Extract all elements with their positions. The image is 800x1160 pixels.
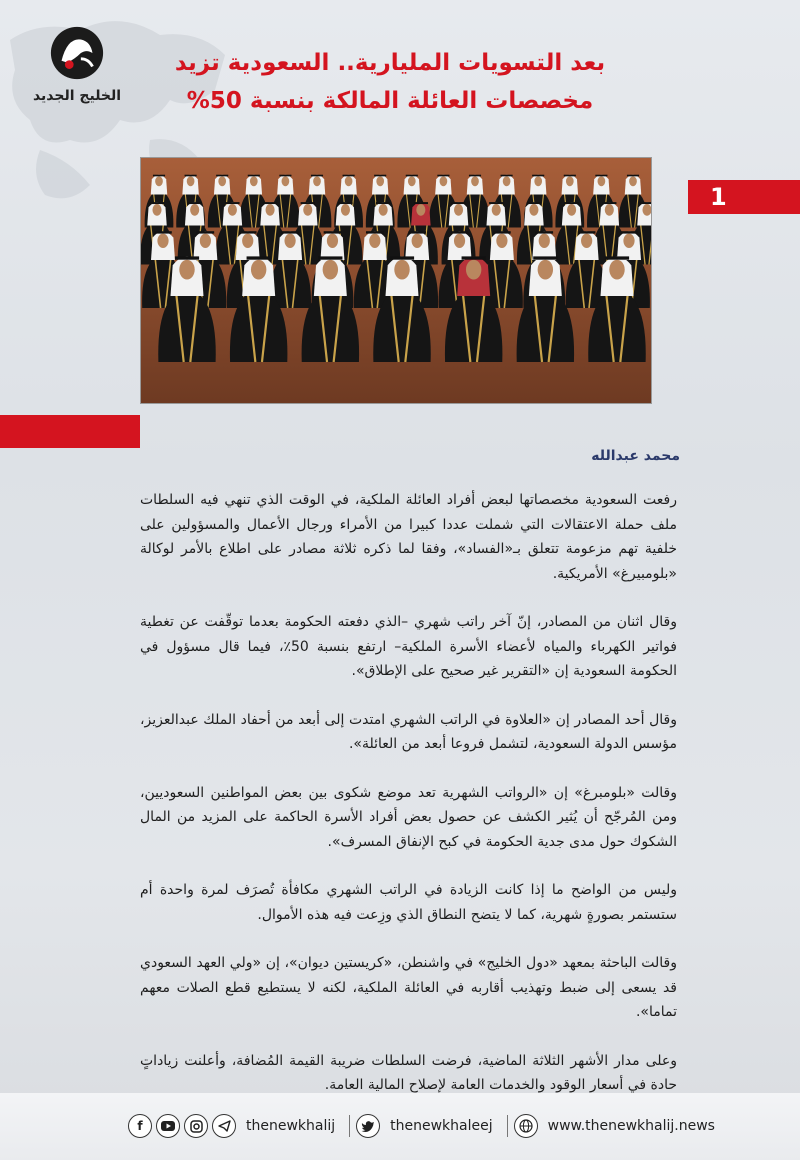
paragraph: وقالت «بلومبرغ» إن «الرواتب الشهرية تعد موضع شكوى بين بعض المواطنين السعوديين، ومن المُرجّح أن يُثير الكشف عن حصول بعض أفراد الأسرة الحاكمة على المزيد من المال الشكوك حول مدى جدية الحكومة في كبح الإنفاق المسرف». (140, 784, 677, 850)
facebook-icon[interactable]: f (128, 1114, 152, 1138)
instagram-icon[interactable] (184, 1114, 208, 1138)
article-photo (140, 157, 652, 404)
brand-mark-icon (48, 24, 106, 82)
paragraph: وعلى مدار الأشهر الثلاثة الماضية، فرضت السلطات ضريبة القيمة المُضافة، وأعلنت زياداتٍ حادة في أسعار الوقود والخدمات العامة لإصلاح المالية العامة. (140, 1052, 677, 1093)
paragraph: وقالت الباحثة بمعهد «دول الخليج» في واشنطن، «كريستين ديوان»، إن «ولي العهد السعودي قد يسعى إلى ضبط وتهذيب أقاربه في العائلة الملكية، لكنه لا يستطيع قطع الصلات معهم تماما». (140, 955, 677, 1020)
page-number-badge: 1 (688, 180, 800, 214)
social-links (128, 1111, 723, 1141)
paragraph: رفعت السعودية مخصصاتها لبعض أفراد العائلة الملكية، في الوقت الذي تنهي فيه السلطات ملف حملة الاعتقالات التي شملت عددا كبيرا من الأمراء ورجال الأعمال والمسؤولين على خلفية تهم مزعومة تتعلق بـ«الفساد»، وفقا لما ذكره ثلاثة مصادر على اطلاع بالأمر لوكالة «بلومبيرغ» الأمريكية. (140, 492, 677, 582)
telegram-icon[interactable] (212, 1114, 236, 1138)
youtube-icon[interactable] (156, 1114, 180, 1138)
paragraph: وقال اثنان من المصادر، إنّ آخر راتب شهري –الذي دفعته الحكومة بعدما توقّفت عن تغطية فواتير الكهرباء والمياه لأعضاء الأسرة الملكية– ارتفع بنسبة 50٪، فيما قال مسؤول في الحكومة السعودية إن «التقرير غير صحيح على الإطلاق». (140, 614, 677, 679)
footer (0, 1093, 800, 1160)
article-body (140, 488, 677, 1122)
twitter-icon[interactable] (356, 1114, 380, 1138)
paragraph: وقال أحد المصادر إن «العلاوة في الراتب الشهري امتدت إلى أبعد من أحفاد الملك عبدالعزيز، مؤسس الدولة السعودية، لتشمل فروعا أبعد من العائلة». (140, 711, 677, 752)
headline-line-2: مخصصات العائلة المالكة بنسبة 50% (186, 88, 594, 114)
handle-secondary[interactable]: thenewkhaleej (390, 1118, 493, 1134)
author-byline: محمد عبدالله (591, 448, 680, 464)
brand-logo[interactable] (22, 24, 132, 119)
divider (349, 1115, 350, 1137)
divider (507, 1115, 508, 1137)
headline (130, 44, 650, 120)
handle-primary[interactable]: thenewkhalij (246, 1118, 336, 1134)
accent-bar (0, 415, 140, 448)
headline-line-1: بعد التسويات المليارية.. السعودية تزيد (174, 50, 606, 76)
brand-name: الخليج الجديد (32, 88, 122, 104)
globe-icon[interactable] (514, 1114, 538, 1138)
paragraph: وليس من الواضح ما إذا كانت الزيادة في الراتب الشهري مكافأة تُصرَف لمرة واحدة أم ستستمر بصورةٍ شهرية، كما لا يتضح النطاق الذي وزِعت فيه هذه الأموال. (140, 882, 677, 923)
website-link[interactable]: www.thenewkhalij.news (547, 1118, 715, 1134)
